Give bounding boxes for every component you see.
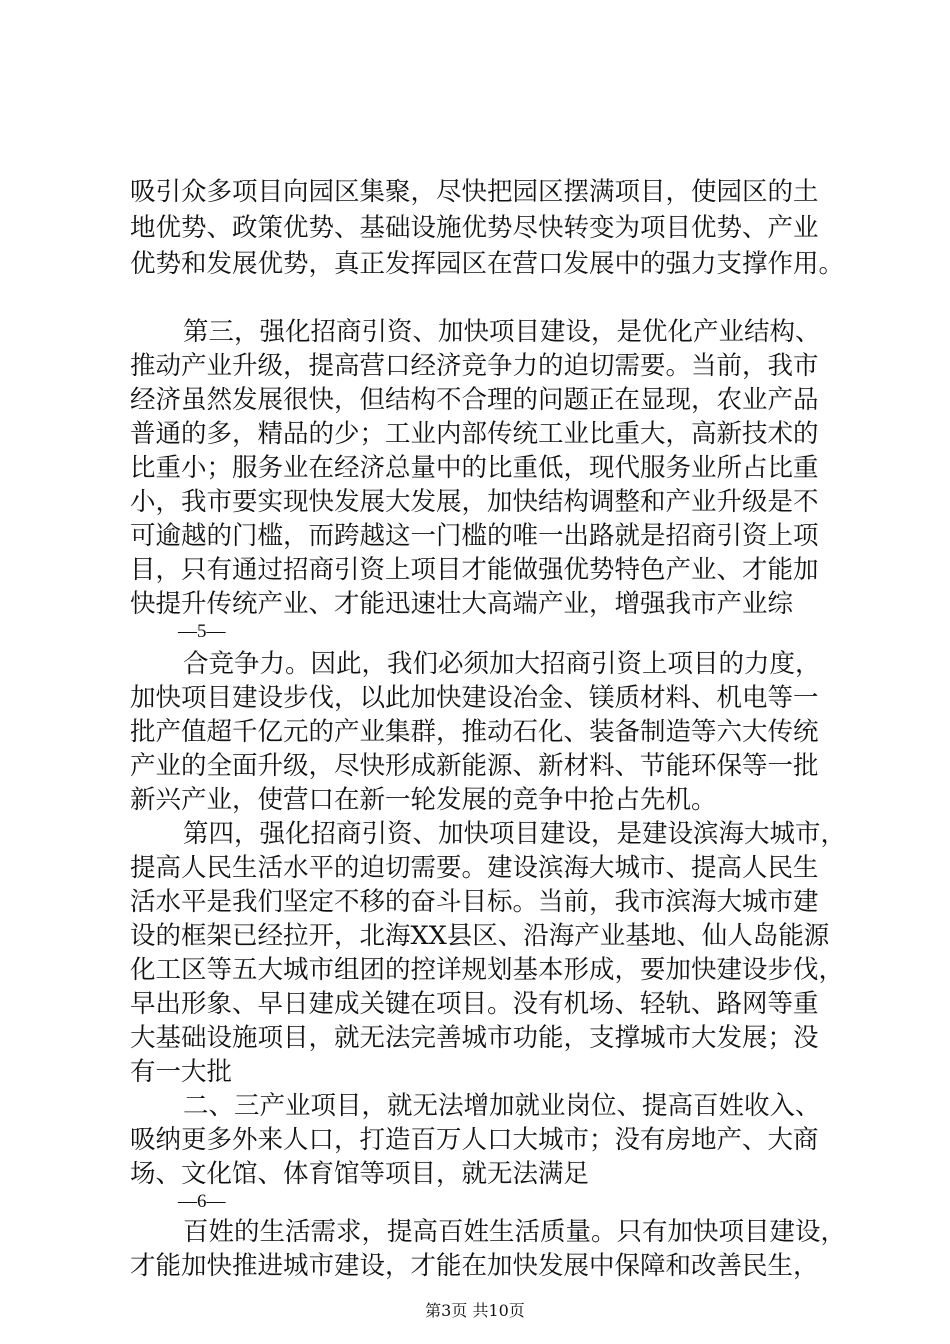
text-line: 产业的全面升级，尽快形成新能源、新材料、节能环保等一批 <box>130 751 819 781</box>
text-line: 活水平是我们坚定不移的奋斗目标。当前，我市滨海大城市建 <box>130 887 819 917</box>
text-line: 化工区等五大城市组团的控详规划基本形成，要加快建设步伐， <box>130 955 845 985</box>
text-line: 早出形象、早日建成关键在项目。没有机场、轻轨、路网等重 <box>130 989 819 1019</box>
paragraph-start-line: 第三，强化招商引资、加快项目建设，是优化产业结构、 <box>183 317 821 347</box>
text-line: 比重小；服务业在经济总量中的比重低，现代服务业所占比重 <box>130 453 819 483</box>
page-marker: —6— <box>178 1191 226 1212</box>
text-line: 场、文化馆、体育馆等项目，就无法满足 <box>130 1159 590 1189</box>
paragraph-start-line: 第四，强化招商引资、加快项目建设，是建设滨海大城市， <box>183 819 847 849</box>
page-footer: 第3页 共10页 <box>425 1301 525 1320</box>
text-line: 加快项目建设步伐，以此加快建设冶金、镁质材料、机电等一 <box>130 683 819 713</box>
text-line: 经济虽然发展很快，但结构不合理的问题正在显现，农业产品 <box>130 385 819 415</box>
paragraph-start-line: 百姓的生活需求，提高百姓生活质量。只有加快项目建设， <box>183 1217 847 1247</box>
page-marker: —5— <box>178 621 226 642</box>
text-line: 推动产业升级，提高营口经济竞争力的迫切需要。当前，我市 <box>130 351 819 381</box>
text-line: 新兴产业，使营口在新一轮发展的竞争中抢占先机。 <box>130 785 717 815</box>
text-line: 大基础设施项目，就无法完善城市功能，支撑城市大发展；没 <box>130 1023 819 1053</box>
text-line: 设的框架已经拉开，北海XX县区、沿海产业基地、仙人岛能源 <box>130 921 830 951</box>
text-line: 吸纳更多外来人口，打造百万人口大城市；没有房地产、大商 <box>130 1125 819 1155</box>
paragraph-start-line: 二、三产业项目，就无法增加就业岗位、提高百姓收入、 <box>183 1091 821 1121</box>
text-line: 地优势、政策优势、基础设施优势尽快转变为项目优势、产业 <box>130 213 819 243</box>
text-line: 提高人民生活水平的迫切需要。建设滨海大城市、提高人民生 <box>130 853 819 883</box>
text-line: 目，只有通过招商引资上项目才能做强优势特色产业、才能加 <box>130 555 819 585</box>
text-line: 快提升传统产业、才能迅速壮大高端产业，增强我市产业综 <box>130 589 794 619</box>
text-line: 小，我市要实现快发展大发展，加快结构调整和产业升级是不 <box>130 487 819 517</box>
text-line: 吸引众多项目向园区集聚，尽快把园区摆满项目，使园区的土 <box>130 177 819 207</box>
text-line: 才能加快推进城市建设，才能在加快发展中保障和改善民生， <box>130 1251 819 1281</box>
text-line: 批产值超千亿元的产业集群，推动石化、装备制造等六大传统 <box>130 717 819 747</box>
text-line: 可逾越的门槛，而跨越这一门槛的唯一出路就是招商引资上项 <box>130 521 819 551</box>
text-line: 有一大批 <box>130 1057 233 1087</box>
text-line: 普通的多，精品的少；工业内部传统工业比重大，高新技术的 <box>130 419 819 449</box>
text-line: 优势和发展优势，真正发挥园区在营口发展中的强力支撑作用。 <box>130 249 845 279</box>
paragraph-start-line: 合竞争力。因此，我们必须加大招商引资上项目的力度， <box>183 649 821 679</box>
